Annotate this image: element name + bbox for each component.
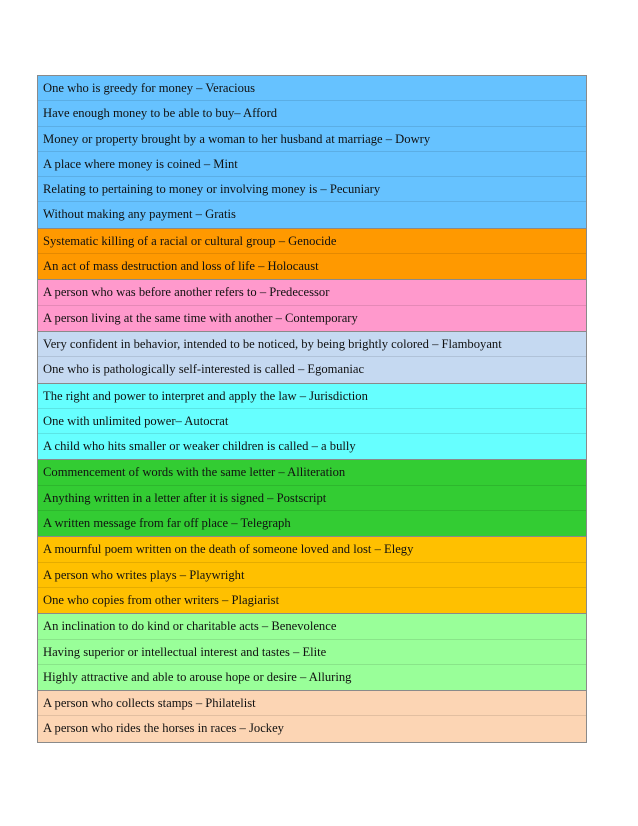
vocabulary-table [37, 75, 587, 743]
table-row: Highly attractive and able to arouse hope or desire – Alluring [43, 669, 352, 684]
table-row: One who copies from other writers – Plagiarist [43, 592, 280, 607]
table-row: Money or property brought by a woman to her husband at marriage – Dowry [38, 127, 586, 152]
table-row: A child who hits smaller or weaker children is called – a bully [43, 439, 356, 454]
table-row: Commencement of words with the same letter – Alliteration [38, 460, 586, 485]
table-row: A person who rides the horses in races – Jockey [43, 721, 284, 736]
table-row: One who is pathologically self-interested is called – Egomaniac [43, 362, 365, 377]
table-row: Without making any payment – Gratis [43, 207, 236, 222]
table-group [38, 76, 586, 229]
table-group [38, 229, 586, 281]
table-row: A person living at the same time with another – Contemporary [43, 310, 358, 325]
table-group [38, 537, 586, 614]
table-row: A written message from far off place – Telegraph [43, 516, 291, 531]
table-row: Systematic killing of a racial or cultural group – Genocide [38, 229, 586, 254]
table-group [38, 691, 586, 742]
table-row: An inclination to do kind or charitable acts – Benevolence [38, 614, 586, 639]
table-row: Relating to pertaining to money or involving money is – Pecuniary [38, 177, 586, 202]
table-row: A person who writes plays – Playwright [38, 563, 586, 588]
table-row: A person who was before another refers to – Predecessor [38, 280, 586, 305]
table-row: One who is greedy for money – Veracious [38, 76, 586, 101]
table-group [38, 614, 586, 691]
table-group [38, 332, 586, 384]
table-row: Anything written in a letter after it is signed – Postscript [38, 486, 586, 511]
table-row: The right and power to interpret and apply the law – Jurisdiction [38, 384, 586, 409]
table-row: Have enough money to be able to buy– Afford [38, 101, 586, 126]
table-group [38, 384, 586, 461]
table-row: A place where money is coined – Mint [38, 152, 586, 177]
table-row: One with unlimited power– Autocrat [38, 409, 586, 434]
table-row: A person who collects stamps – Philatelist [38, 691, 586, 716]
table-group [38, 460, 586, 537]
table-row: An act of mass destruction and loss of life – Holocaust [43, 259, 319, 274]
table-group [38, 280, 586, 332]
table-row: Having superior or intellectual interest and tastes – Elite [38, 640, 586, 665]
table-row: A mournful poem written on the death of someone loved and lost – Elegy [38, 537, 586, 562]
table-row: Very confident in behavior, intended to be noticed, by being brightly colored – Flamboyant [38, 332, 586, 357]
